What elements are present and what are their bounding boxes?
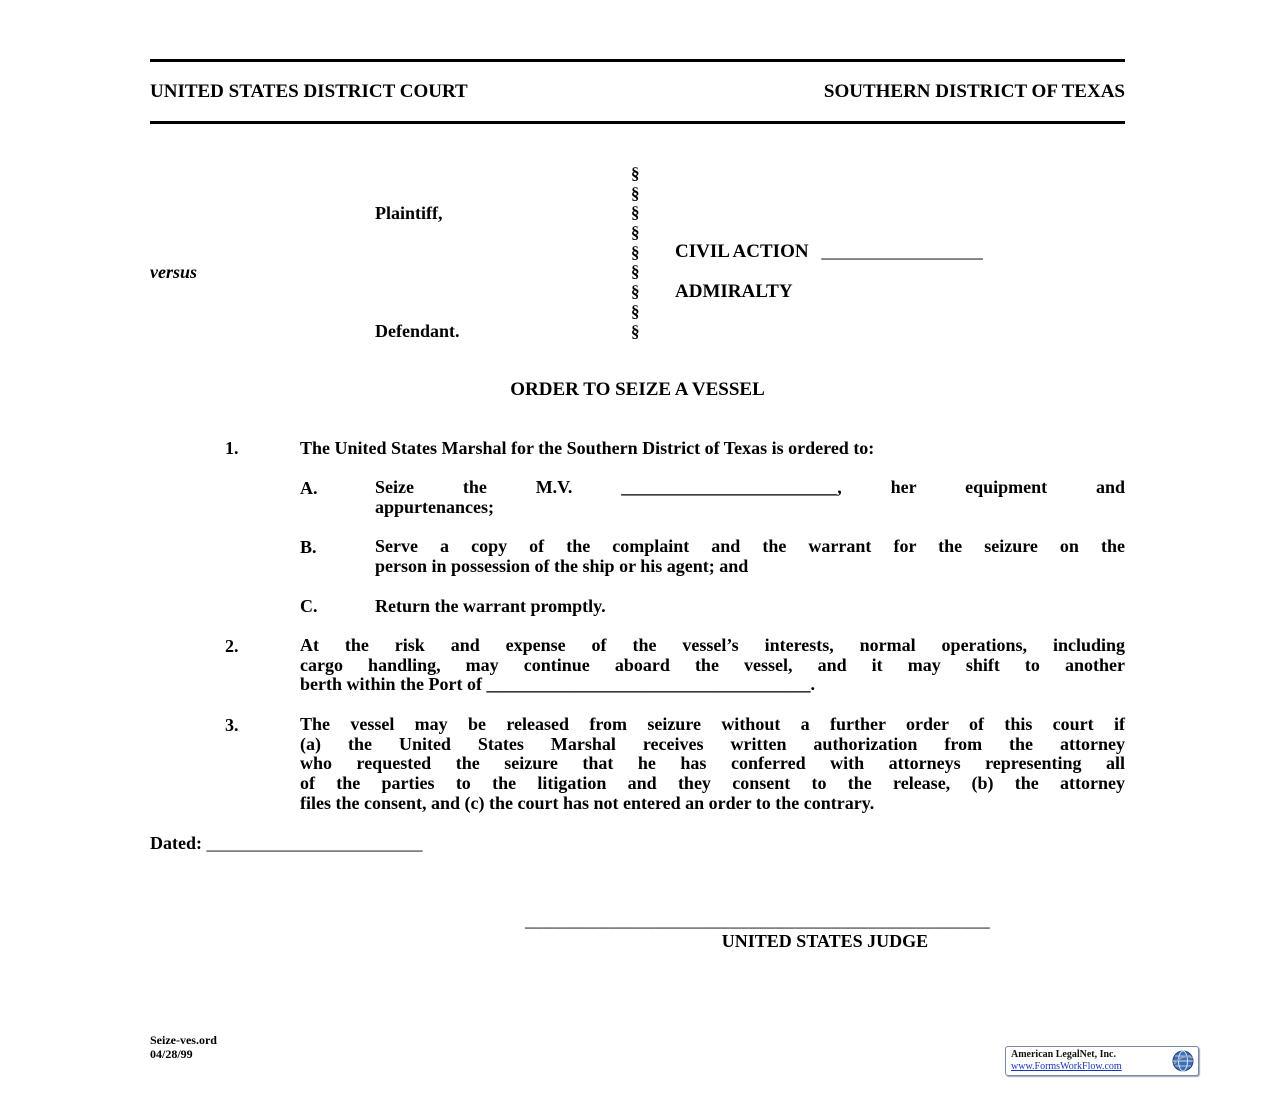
top-rule xyxy=(150,59,1125,62)
admiralty-label: ADMIRALTY xyxy=(675,281,793,302)
text-line: The vessel may be released from seizure without a further order of this court if xyxy=(300,714,1125,734)
signature-line[interactable]: __________________________________________________ xyxy=(525,910,990,930)
globe-icon xyxy=(1171,1049,1195,1073)
civil-action-number-field[interactable]: _________________ xyxy=(821,241,983,262)
item-number: 3. xyxy=(225,715,239,735)
text-line: At the risk and expense of the vessel’s interests, normal operations, including xyxy=(300,635,1125,655)
court-name: UNITED STATES DISTRICT COURT xyxy=(150,81,468,102)
text-line: files the consent, and (c) the court has not entered an order to the contrary. xyxy=(300,792,875,813)
section-mark: § xyxy=(631,223,640,243)
text-line: of the parties to the litigation and they consent to the release, (b) the attorney xyxy=(300,773,1125,794)
subitem-text xyxy=(375,537,1125,576)
footer-form-code: Seize-ves.ord xyxy=(150,1033,217,1047)
section-mark: § xyxy=(631,262,640,282)
document-title: ORDER TO SEIZE A VESSEL xyxy=(510,379,765,400)
subitem-letter: A. xyxy=(300,478,318,498)
versus-label: versus xyxy=(150,262,198,282)
subitem-letter: B. xyxy=(300,537,317,557)
header-bottom-rule xyxy=(150,121,1125,124)
legalnet-logo[interactable] xyxy=(1005,1046,1199,1076)
text-line: (a) the United States Marshal receives written authorization from the attorney xyxy=(300,733,1125,754)
item-number: 2. xyxy=(225,636,239,656)
section-mark: § xyxy=(631,282,640,302)
text-line: cargo handling, may continue aboard the vessel, and it may shift to another xyxy=(300,654,1125,675)
logo-url-link[interactable]: www.FormsWorkFlow.com xyxy=(1011,1061,1122,1072)
judge-title: UNITED STATES JUDGE xyxy=(721,931,929,951)
text-line: Serve a copy of the complaint and the warrant for the seizure on the xyxy=(375,536,1125,556)
item-text: The United States Marshal for the Southern District of Texas is ordered to: xyxy=(300,438,875,458)
civil-action-row xyxy=(675,241,983,263)
civil-action-label: CIVIL ACTION xyxy=(675,241,809,262)
defendant-label: Defendant. xyxy=(375,321,460,341)
item-text xyxy=(300,636,1125,695)
dated-field[interactable]: ________________________ xyxy=(206,833,423,853)
section-mark: § xyxy=(631,301,640,321)
section-mark: § xyxy=(631,203,640,223)
section-mark: § xyxy=(631,183,640,203)
dated-row xyxy=(150,833,423,854)
logo-company: American LegalNet, Inc. xyxy=(1011,1049,1116,1060)
subitem-letter: C. xyxy=(300,596,318,616)
subitem-text: Return the warrant promptly. xyxy=(375,596,606,616)
section-mark: § xyxy=(631,242,640,262)
footer-date: 04/28/99 xyxy=(150,1047,193,1061)
text-line: appurtenances; xyxy=(375,496,495,517)
text-line: berth within the Port of ____________________________________. xyxy=(300,674,815,695)
item-text xyxy=(300,715,1125,814)
plaintiff-label: Plaintiff, xyxy=(375,203,443,223)
text-line: Seize the M.V. ________________________, her equipment and xyxy=(375,477,1125,497)
section-mark: § xyxy=(631,164,640,183)
section-mark: § xyxy=(631,321,640,341)
dated-label: Dated: xyxy=(150,833,202,853)
text-line: person in possession of the ship or his agent; and xyxy=(375,555,749,576)
section-column xyxy=(631,164,640,341)
district-name: SOUTHERN DISTRICT OF TEXAS xyxy=(823,81,1125,102)
item-number: 1. xyxy=(225,438,239,458)
text-line: who requested the seizure that he has conferred with attorneys representing all xyxy=(300,753,1125,774)
subitem-text xyxy=(375,478,1125,517)
